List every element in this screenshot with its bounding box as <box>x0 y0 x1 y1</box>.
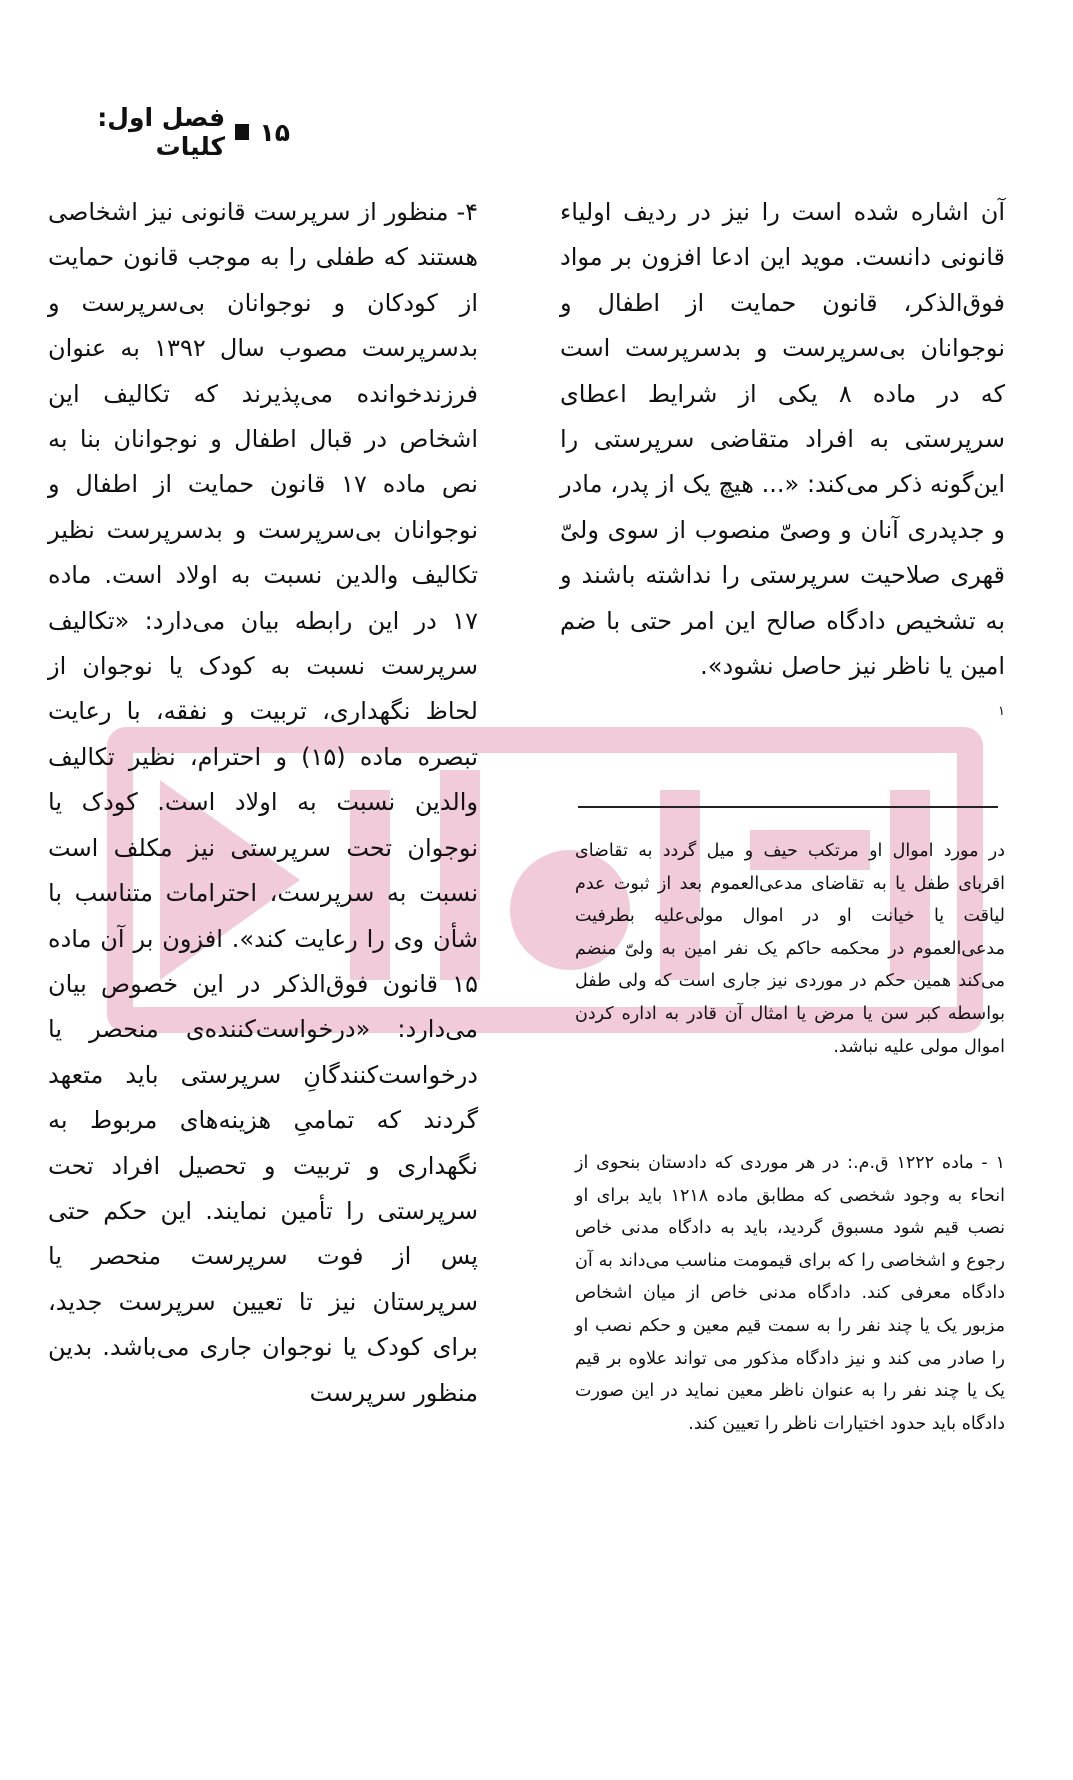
left-column-text: ۴- منظور از سرپرست قانونی نیز اشخاصی هستند که طفلی را به موجب قانون حمایت از کودکان و نوجوانان بی‌سرپرست و بدسرپرست مصوب سال ۱۳۹۲ به عنوان فرزندخوانده می‌پذیرند که تکالیف این اشخاص در قبال اطفال و نوجوانان بنا به نص ماده ۱۷ قانون حمایت از اطفال و نوجوانان بی‌سرپرست و بدسرپرست نظیر تکالیف والدین نسبت به اولاد است. ماده ۱۷ در این رابطه بیان می‌دارد: «تکالیف سرپرست نسبت به کودک یا نوجوان از لحاظ نگهداری، تربیت و نفقه، با رعایت تبصره ماده (۱۵) و احترام، نظیر تکالیف والدین نسبت به اولاد است. کودک یا نوجوان تحت سرپرستی نیز مکلف است نسبت به سرپرست، احترامات متناسب با شأن وی را رعایت کند». افزون بر آن ماده ۱۵ قانون فوق‌الذکر در این خصوص بیان می‌دارد: «درخواست‌کننده‌ی منحصر یا درخواست‌کنندگانِ سرپرستی باید متعهد گردند که تمامیِ هزینه‌های مربوط به نگهداری و تربیت و تحصیل افراد تحت سرپرستی را تأمین نمایند. این حکم حتی پس از فوت سرپرست منحصر یا سرپرستان نیز تا تعیین سرپرست جدید، برای کودک یا نوجوان جاری می‌باشد. بدین منظور سرپرست <box>48 198 478 1407</box>
footnote-1: ۱ - ماده ۱۲۲۲ ق.م.: در هر موردی که دادستان بنحوی از انحاء به وجود شخصی که مطابق ماده ۱۲۱۸ باید برای او نصب قیم شود مسبوق گردید، باید به دادگاه مدنی خاص رجوع و اشخاصی را که برای قیمومت مناسب می‌داند به آن دادگاه معرفی کند. دادگاه مدنی خاص از میان اشخاص مزبور یک یا چند نفر را به سمت قیم معین و حکم نصب او را صادر می کند و نیز دادگاه مذکور می تواند علاوه بر قیم یک یا چند نفر را به عنوان ناظر معین نماید در این صورت دادگاه باید حدود اختیارات ناظر را تعیین کند. <box>575 1153 1005 1434</box>
page-number: ۱۵ <box>259 117 290 147</box>
footnote-reference: ۱ <box>998 704 1005 720</box>
footnote-continuation: در مورد اموال او مرتکب حیف و میل گردد به تقاضای اقربای طفل یا به تقاضای مدعی‌العموم بعد از ثبوت عدم لیاقت یا خیانت او در اموال مولی‌علیه بطرفیت مدعی‌العموم در محکمه حاکم یک نفر امین به ولیّ منضم می‌کند همین حکم در موردی نیز جاری است که ولی طفل بواسطه کبر سن یا مرض یا امثال آن قادر به اداره کردن اموال مولی علیه نباشد. <box>575 841 1005 1057</box>
square-bullet-icon <box>235 124 249 140</box>
page-header <box>40 103 290 161</box>
right-column-text: آن اشاره شده است را نیز در ردیف اولیاء قانونی دانست. موید این ادعا افزون بر مواد فوق‌الذکر، قانون حمایت از اطفال و نوجوانان بی‌سرپرست و بدسرپرست است که در ماده ۸ یکی از شرایط اعطای سرپرستی به افراد متقاضی سرپرستی را این‌گونه ذکر می‌کند: «... هیچ یک از پدر، مادر و جدپدری آنان و وصیّ منصوب از سوی ولیّ قهری صلاحیت سرپرستی را نداشته باشند و به تشخیص دادگاه صالح این امر حتی با ضم امین یا ناظر نیز حاصل نشود». <box>560 198 1005 681</box>
left-column <box>48 190 478 1416</box>
right-column <box>560 190 1005 740</box>
chapter-title: فصل اول: کلیات <box>97 103 226 161</box>
footnote-divider <box>578 806 998 808</box>
